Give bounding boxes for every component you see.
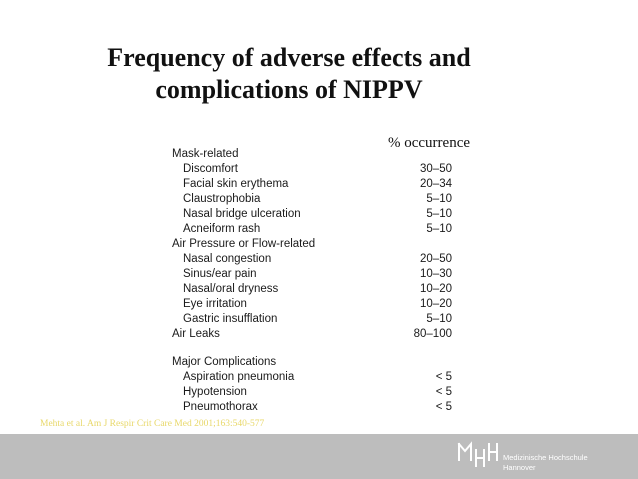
row-value: < 5	[435, 371, 452, 383]
row-label: Eye irritation	[183, 298, 247, 310]
title-line-1: Frequency of adverse effects and	[107, 43, 471, 72]
logo-text-line-2: Hannover	[503, 463, 536, 472]
row-label: Sinus/ear pain	[183, 268, 257, 280]
row-label: Gastric insufflation	[183, 313, 278, 325]
table-row	[172, 385, 452, 400]
row-label: Nasal bridge ulceration	[183, 208, 301, 220]
table-row	[172, 370, 452, 385]
row-label: Facial skin erythema	[183, 178, 289, 190]
row-label: Major Complications	[172, 356, 277, 368]
row-label: Pneumothorax	[183, 401, 258, 413]
row-value: 10–20	[420, 298, 452, 310]
row-label: Acneiform rash	[183, 223, 261, 235]
row-value: 20–34	[420, 178, 452, 190]
table-row	[172, 312, 452, 327]
table-row	[172, 297, 452, 312]
table-row	[172, 267, 452, 282]
row-label: Nasal congestion	[183, 253, 272, 265]
table-row	[172, 147, 452, 162]
row-label: Nasal/oral dryness	[183, 283, 279, 295]
table-row	[172, 207, 452, 222]
table-row	[172, 327, 452, 342]
citation: Mehta et al. Am J Respir Crit Care Med 2001;163:540-577	[40, 419, 265, 429]
table-row	[172, 400, 452, 415]
title-line-2: complications of NIPPV	[155, 75, 423, 104]
row-label: Mask-related	[172, 148, 239, 160]
table-row	[172, 355, 452, 370]
row-value: 5–10	[426, 313, 452, 325]
table-row	[172, 177, 452, 192]
logo-text	[503, 453, 588, 473]
adverse-effects-table	[172, 147, 452, 415]
table-row	[172, 282, 452, 297]
row-label: Air Leaks	[172, 328, 220, 340]
row-value: 20–50	[420, 253, 452, 265]
row-value: 5–10	[426, 223, 452, 235]
row-value: 30–50	[420, 163, 452, 175]
row-label: Aspiration pneumonia	[183, 371, 295, 383]
table-row	[172, 237, 452, 252]
row-value: < 5	[435, 386, 452, 398]
row-value: 5–10	[426, 208, 452, 220]
row-value: < 5	[435, 401, 452, 413]
table-row	[172, 252, 452, 267]
logo-text-line-1: Medizinische Hochschule	[503, 453, 588, 462]
row-label: Hypotension	[183, 386, 247, 398]
table-row	[172, 222, 452, 237]
row-value: 10–20	[420, 283, 452, 295]
row-value: 10–30	[420, 268, 452, 280]
slide-title	[0, 42, 578, 106]
row-value: 80–100	[413, 328, 452, 340]
row-label: Discomfort	[183, 163, 238, 175]
table-row	[172, 162, 452, 177]
table-row	[172, 192, 452, 207]
row-label: Claustrophobia	[183, 193, 261, 205]
column-header-occurrence: % occurrence	[388, 135, 471, 151]
row-value: 5–10	[426, 193, 452, 205]
row-label: Air Pressure or Flow-related	[172, 238, 316, 250]
